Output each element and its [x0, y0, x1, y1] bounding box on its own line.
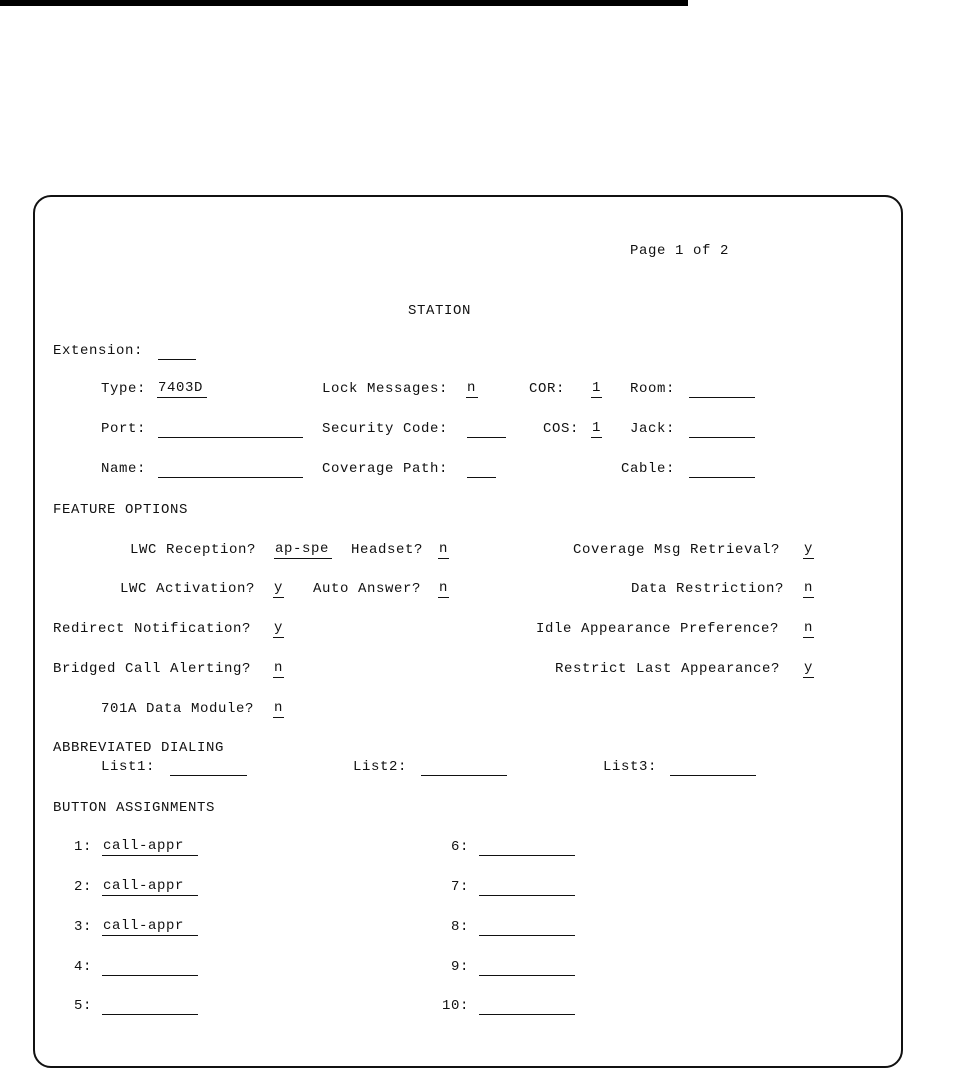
idle-appearance-field[interactable]: n	[804, 620, 814, 636]
jack-field[interactable]	[689, 420, 755, 438]
list3-field[interactable]	[670, 758, 756, 776]
lock-messages-label: Lock Messages:	[322, 381, 449, 397]
button-2-label: 2:	[74, 879, 93, 895]
lwc-reception-field[interactable]: ap-spe	[274, 541, 332, 559]
cos-field[interactable]: 1	[592, 420, 602, 436]
name-field[interactable]	[158, 460, 303, 478]
security-code-field[interactable]	[467, 420, 506, 438]
restrict-last-appearance-field[interactable]: y	[804, 660, 814, 676]
data-module-label: 701A Data Module?	[101, 701, 255, 717]
button-10-field[interactable]	[479, 997, 575, 1015]
cable-field[interactable]	[689, 460, 755, 478]
page-indicator: Page 1 of 2	[630, 243, 730, 259]
list1-label: List1:	[101, 759, 156, 775]
cor-label: COR:	[529, 381, 566, 397]
data-restriction-field[interactable]: n	[804, 580, 814, 596]
room-field[interactable]	[689, 380, 755, 398]
abbreviated-dialing-heading: ABBREVIATED DIALING	[53, 740, 225, 756]
button-8-field[interactable]	[479, 918, 575, 936]
data-module-field[interactable]: n	[274, 700, 284, 716]
headset-field[interactable]: n	[439, 541, 449, 557]
room-label: Room:	[630, 381, 676, 397]
list1-field[interactable]	[170, 758, 247, 776]
button-5-field[interactable]	[102, 997, 198, 1015]
lwc-activation-field[interactable]: y	[274, 580, 284, 596]
redirect-notification-label: Redirect Notification?	[53, 621, 252, 637]
lock-messages-field[interactable]: n	[467, 380, 477, 396]
restrict-last-appearance-label: Restrict Last Appearance?	[555, 661, 781, 677]
list2-field[interactable]	[421, 758, 507, 776]
top-rule	[0, 0, 688, 6]
data-restriction-label: Data Restriction?	[631, 581, 785, 597]
headset-label: Headset?	[351, 542, 424, 558]
extension-label: Extension:	[53, 343, 144, 359]
button-9-label: 9:	[451, 959, 470, 975]
coverage-path-label: Coverage Path:	[322, 461, 449, 477]
lwc-reception-label: LWC Reception?	[130, 542, 257, 558]
port-field[interactable]	[158, 420, 303, 438]
list3-label: List3:	[603, 759, 658, 775]
button-1-field[interactable]: call-appr	[102, 838, 198, 856]
button-3-field[interactable]: call-appr	[102, 918, 198, 936]
cos-label: COS:	[543, 421, 580, 437]
coverage-msg-retrieval-label: Coverage Msg Retrieval?	[573, 542, 781, 558]
cable-label: Cable:	[621, 461, 676, 477]
security-code-label: Security Code:	[322, 421, 449, 437]
button-9-field[interactable]	[479, 958, 575, 976]
button-4-label: 4:	[74, 959, 93, 975]
type-field[interactable]: 7403D	[157, 380, 207, 398]
button-assignments-heading: BUTTON ASSIGNMENTS	[53, 800, 216, 816]
button-4-field[interactable]	[102, 958, 198, 976]
type-label: Type:	[101, 381, 147, 397]
redirect-notification-field[interactable]: y	[274, 620, 284, 636]
jack-label: Jack:	[630, 421, 676, 437]
coverage-path-field[interactable]	[467, 460, 496, 478]
button-3-label: 3:	[74, 919, 93, 935]
button-6-label: 6:	[451, 839, 470, 855]
button-5-label: 5:	[74, 998, 93, 1014]
extension-field[interactable]	[158, 342, 196, 360]
button-7-field[interactable]	[479, 878, 575, 896]
button-6-field[interactable]	[479, 838, 575, 856]
bridged-call-alerting-label: Bridged Call Alerting?	[53, 661, 252, 677]
auto-answer-field[interactable]: n	[439, 580, 449, 596]
auto-answer-label: Auto Answer?	[313, 581, 422, 597]
list2-label: List2:	[353, 759, 408, 775]
button-7-label: 7:	[451, 879, 470, 895]
button-10-label: 10:	[442, 998, 470, 1014]
form-title: STATION	[408, 303, 472, 319]
coverage-msg-retrieval-field[interactable]: y	[804, 541, 814, 557]
port-label: Port:	[101, 421, 147, 437]
cor-field[interactable]: 1	[592, 380, 602, 396]
button-2-field[interactable]: call-appr	[102, 878, 198, 896]
name-label: Name:	[101, 461, 147, 477]
button-1-label: 1:	[74, 839, 93, 855]
bridged-call-alerting-field[interactable]: n	[274, 660, 284, 676]
idle-appearance-label: Idle Appearance Preference?	[536, 621, 780, 637]
lwc-activation-label: LWC Activation?	[120, 581, 256, 597]
button-8-label: 8:	[451, 919, 470, 935]
feature-options-heading: FEATURE OPTIONS	[53, 502, 189, 518]
